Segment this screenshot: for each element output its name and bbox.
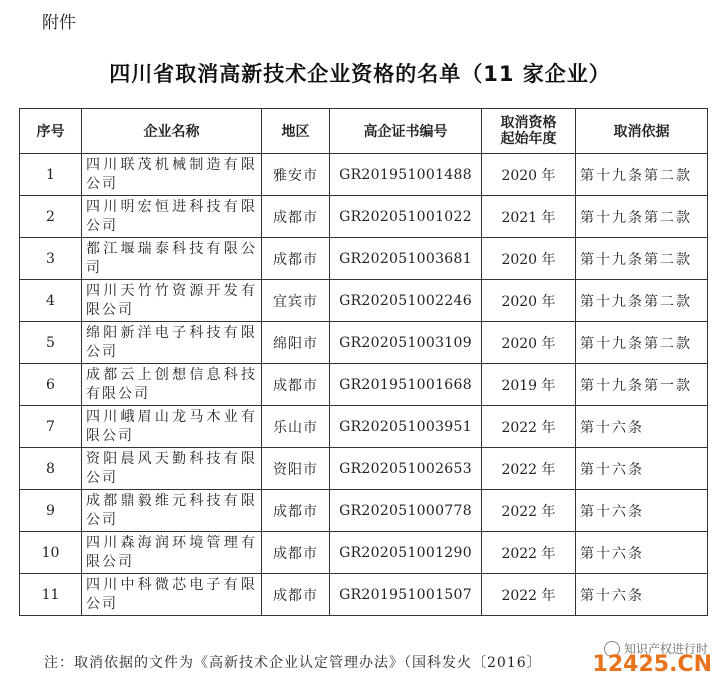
region: 成都市 [262, 490, 330, 532]
revocation-basis: 第十六条 [576, 490, 708, 532]
row-number: 1 [20, 154, 82, 196]
revocation-basis: 第十九条第二款 [576, 322, 708, 364]
certificate-number: GR202051003951 [330, 406, 482, 448]
certificate-number: GR202051002246 [330, 280, 482, 322]
company-name: 成都云上创想信息科技有限公司 [82, 364, 262, 406]
region: 成都市 [262, 574, 330, 616]
row-number: 5 [20, 322, 82, 364]
table-row [20, 196, 708, 238]
table-header-row [20, 109, 708, 154]
start-year: 2022 年 [482, 490, 576, 532]
table-row [20, 448, 708, 490]
region: 绵阳市 [262, 322, 330, 364]
certificate-number: GR202051001290 [330, 532, 482, 574]
row-number: 7 [20, 406, 82, 448]
region: 乐山市 [262, 406, 330, 448]
start-year: 2021 年 [482, 196, 576, 238]
company-name: 四川明宏恒进科技有限公司 [82, 196, 262, 238]
revocation-basis: 第十九条第一款 [576, 364, 708, 406]
row-number: 6 [20, 364, 82, 406]
company-name: 四川森海润环境管理有限公司 [82, 532, 262, 574]
region: 成都市 [262, 532, 330, 574]
row-number: 9 [20, 490, 82, 532]
row-number: 10 [20, 532, 82, 574]
region: 成都市 [262, 364, 330, 406]
table-row [20, 574, 708, 616]
certificate-number: GR201951001668 [330, 364, 482, 406]
row-number: 11 [20, 574, 82, 616]
col-header-city: 地区 [262, 109, 330, 154]
site-logo-suffix: .CN [669, 652, 712, 677]
region: 雅安市 [262, 154, 330, 196]
revocation-table [19, 108, 708, 616]
col-header-start-year [482, 109, 576, 154]
region: 成都市 [262, 238, 330, 280]
row-number: 8 [20, 448, 82, 490]
region: 资阳市 [262, 448, 330, 490]
certificate-number: GR202051003681 [330, 238, 482, 280]
certificate-number: GR201951001488 [330, 154, 482, 196]
table-row [20, 238, 708, 280]
table-row [20, 364, 708, 406]
certificate-number: GR201951001507 [330, 574, 482, 616]
start-year: 2020 年 [482, 154, 576, 196]
revocation-basis: 第十六条 [576, 406, 708, 448]
col-header-no: 序号 [20, 109, 82, 154]
table-row [20, 154, 708, 196]
col-header-basis: 取消依据 [576, 109, 708, 154]
start-year: 2020 年 [482, 322, 576, 364]
row-number: 4 [20, 280, 82, 322]
row-number: 2 [20, 196, 82, 238]
revocation-basis: 第十六条 [576, 448, 708, 490]
company-name: 四川峨眉山龙马木业有限公司 [82, 406, 262, 448]
start-year: 2020 年 [482, 280, 576, 322]
start-year: 2022 年 [482, 532, 576, 574]
col-header-cert: 高企证书编号 [330, 109, 482, 154]
site-logo [593, 652, 712, 677]
table-row [20, 322, 708, 364]
start-year: 2019 年 [482, 364, 576, 406]
certificate-number: GR202051002653 [330, 448, 482, 490]
company-name: 四川天竹竹资源开发有限公司 [82, 280, 262, 322]
company-name: 成都鼎毅维元科技有限公司 [82, 490, 262, 532]
start-year: 2022 年 [482, 574, 576, 616]
document-title: 四川省取消高新技术企业资格的名单（11 家企业） [109, 62, 611, 86]
site-logo-digits: 12425 [592, 652, 670, 677]
table-row [20, 532, 708, 574]
revocation-basis: 第十九条第二款 [576, 196, 708, 238]
footnote: 注：取消依据的文件为《高新技术企业认定管理办法》（国科发火〔2016〕 [44, 655, 542, 671]
attachment-label: 附件 [42, 13, 76, 33]
certificate-number: GR202051003109 [330, 322, 482, 364]
revocation-basis: 第十六条 [576, 532, 708, 574]
company-name: 四川中科微芯电子有限公司 [82, 574, 262, 616]
certificate-number: GR202051000778 [330, 490, 482, 532]
revocation-basis: 第十九条第二款 [576, 154, 708, 196]
watermark-text: 知识产权进行时 [623, 642, 708, 656]
region: 宜宾市 [262, 280, 330, 322]
col-header-name: 企业名称 [82, 109, 262, 154]
company-name: 都江堰瑞泰科技有限公司 [82, 238, 262, 280]
company-name: 四川联茂机械制造有限公司 [82, 154, 262, 196]
start-year: 2022 年 [482, 406, 576, 448]
start-year: 2020 年 [482, 238, 576, 280]
region: 成都市 [262, 196, 330, 238]
company-name: 资阳晨风天勤科技有限公司 [82, 448, 262, 490]
col-header-start-year-line2: 起始年度 [500, 131, 557, 147]
revocation-basis: 第十六条 [576, 574, 708, 616]
table-row [20, 280, 708, 322]
revocation-basis: 第十九条第二款 [576, 280, 708, 322]
start-year: 2022 年 [482, 448, 576, 490]
row-number: 3 [20, 238, 82, 280]
certificate-number: GR202051001022 [330, 196, 482, 238]
col-header-start-year-line1: 取消资格 [500, 115, 557, 131]
revocation-basis: 第十九条第二款 [576, 238, 708, 280]
table-row [20, 490, 708, 532]
company-name: 绵阳新洋电子科技有限公司 [82, 322, 262, 364]
table-row [20, 406, 708, 448]
